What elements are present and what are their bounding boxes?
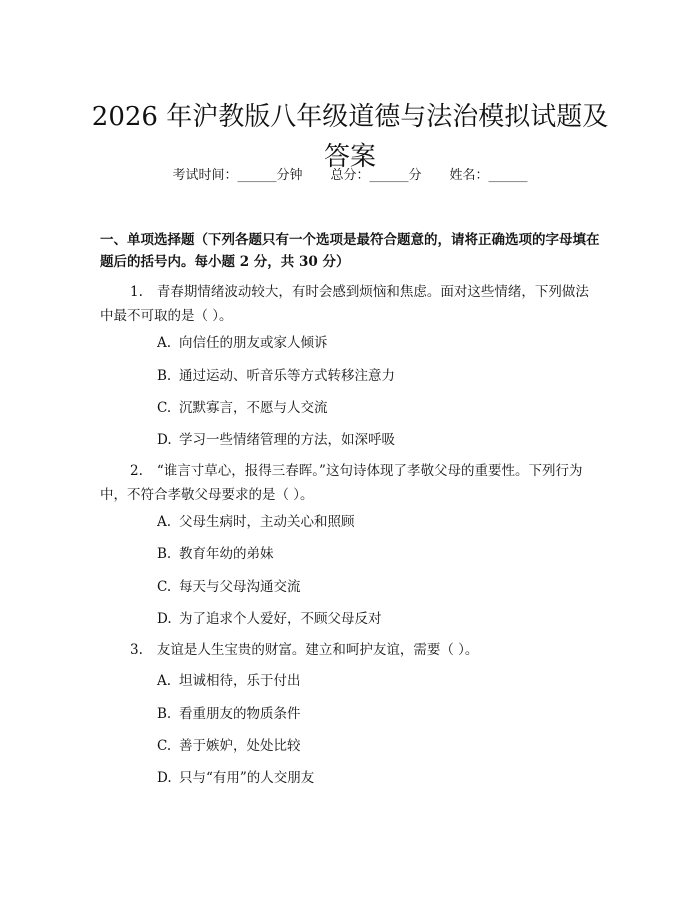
option-letter: A. [157, 335, 172, 351]
option-text: 学习一些情绪管理的方法，如深呼吸 [179, 432, 395, 448]
question-2 [100, 459, 600, 507]
question-number: 1. [130, 284, 143, 300]
option-1c [157, 398, 328, 418]
option-1d [157, 430, 395, 450]
exam-meta [0, 166, 700, 186]
option-text: 善于嫉妒，处处比较 [179, 738, 301, 754]
option-3a [157, 671, 301, 691]
option-text: 教育年幼的弟妹 [179, 546, 274, 562]
exam-time: 考试时间：______分钟 [172, 168, 303, 183]
option-letter: B. [157, 706, 172, 722]
option-3d [157, 768, 314, 788]
option-2c [157, 577, 301, 597]
option-text: 看重朋友的物质条件 [179, 706, 301, 722]
option-letter: B. [157, 368, 172, 384]
option-text: 通过运动、听音乐等方式转移注意力 [179, 368, 395, 384]
option-text: 每天与父母沟通交流 [179, 579, 301, 595]
question-3 [100, 638, 600, 662]
question-1 [100, 280, 600, 328]
option-text: 坦诚相待，乐于付出 [179, 673, 301, 689]
option-letter: A. [157, 673, 172, 689]
question-text: “谁言寸草心，报得三春晖。”这句诗体现了孝敬父母的重要性。下列行为中，不符合孝敬父母要求的是（ ）。 [100, 463, 583, 503]
question-text: 友谊是人生宝贵的财富。建立和呵护友谊，需要（ ）。 [156, 642, 479, 658]
page-title: 2026 年沪教版八年级道德与法治模拟试题及答案 [91, 102, 609, 173]
option-2b [157, 544, 274, 564]
option-text: 沉默寡言，不愿与人交流 [179, 400, 328, 416]
option-letter: C. [157, 400, 172, 416]
question-text: 青春期情绪波动较大，有时会感到烦恼和焦虑。面对这些情绪，下列做法中最不可取的是（ ）。 [100, 284, 589, 324]
option-3c [157, 736, 301, 756]
option-2a [157, 512, 355, 532]
total-score: 总分：______分 [330, 168, 422, 183]
option-letter: C. [157, 738, 172, 754]
option-letter: C. [157, 579, 172, 595]
option-1b [157, 366, 395, 386]
option-text: 为了追求个人爱好，不顾父母反对 [179, 611, 382, 627]
section-heading: 一、单项选择题（下列各题只有一个选项是最符合题意的，请将正确选项的字母填在题后的括号内。每小题 2 分，共 30 分） [100, 232, 600, 270]
option-letter: B. [157, 546, 172, 562]
question-number: 3. [130, 642, 143, 658]
option-letter: A. [157, 514, 172, 530]
option-3b [157, 704, 301, 724]
option-text: 向信任的朋友或家人倾诉 [179, 335, 328, 351]
option-2d [157, 609, 382, 629]
student-name: 姓名：______ [449, 168, 528, 183]
option-letter: D. [157, 432, 172, 448]
question-number: 2. [130, 463, 143, 479]
option-text: 父母生病时，主动关心和照顾 [179, 514, 355, 530]
option-1a [157, 333, 328, 353]
option-text: 只与“有用”的人交朋友 [179, 770, 315, 786]
option-letter: D. [157, 611, 172, 627]
option-letter: D. [157, 770, 172, 786]
